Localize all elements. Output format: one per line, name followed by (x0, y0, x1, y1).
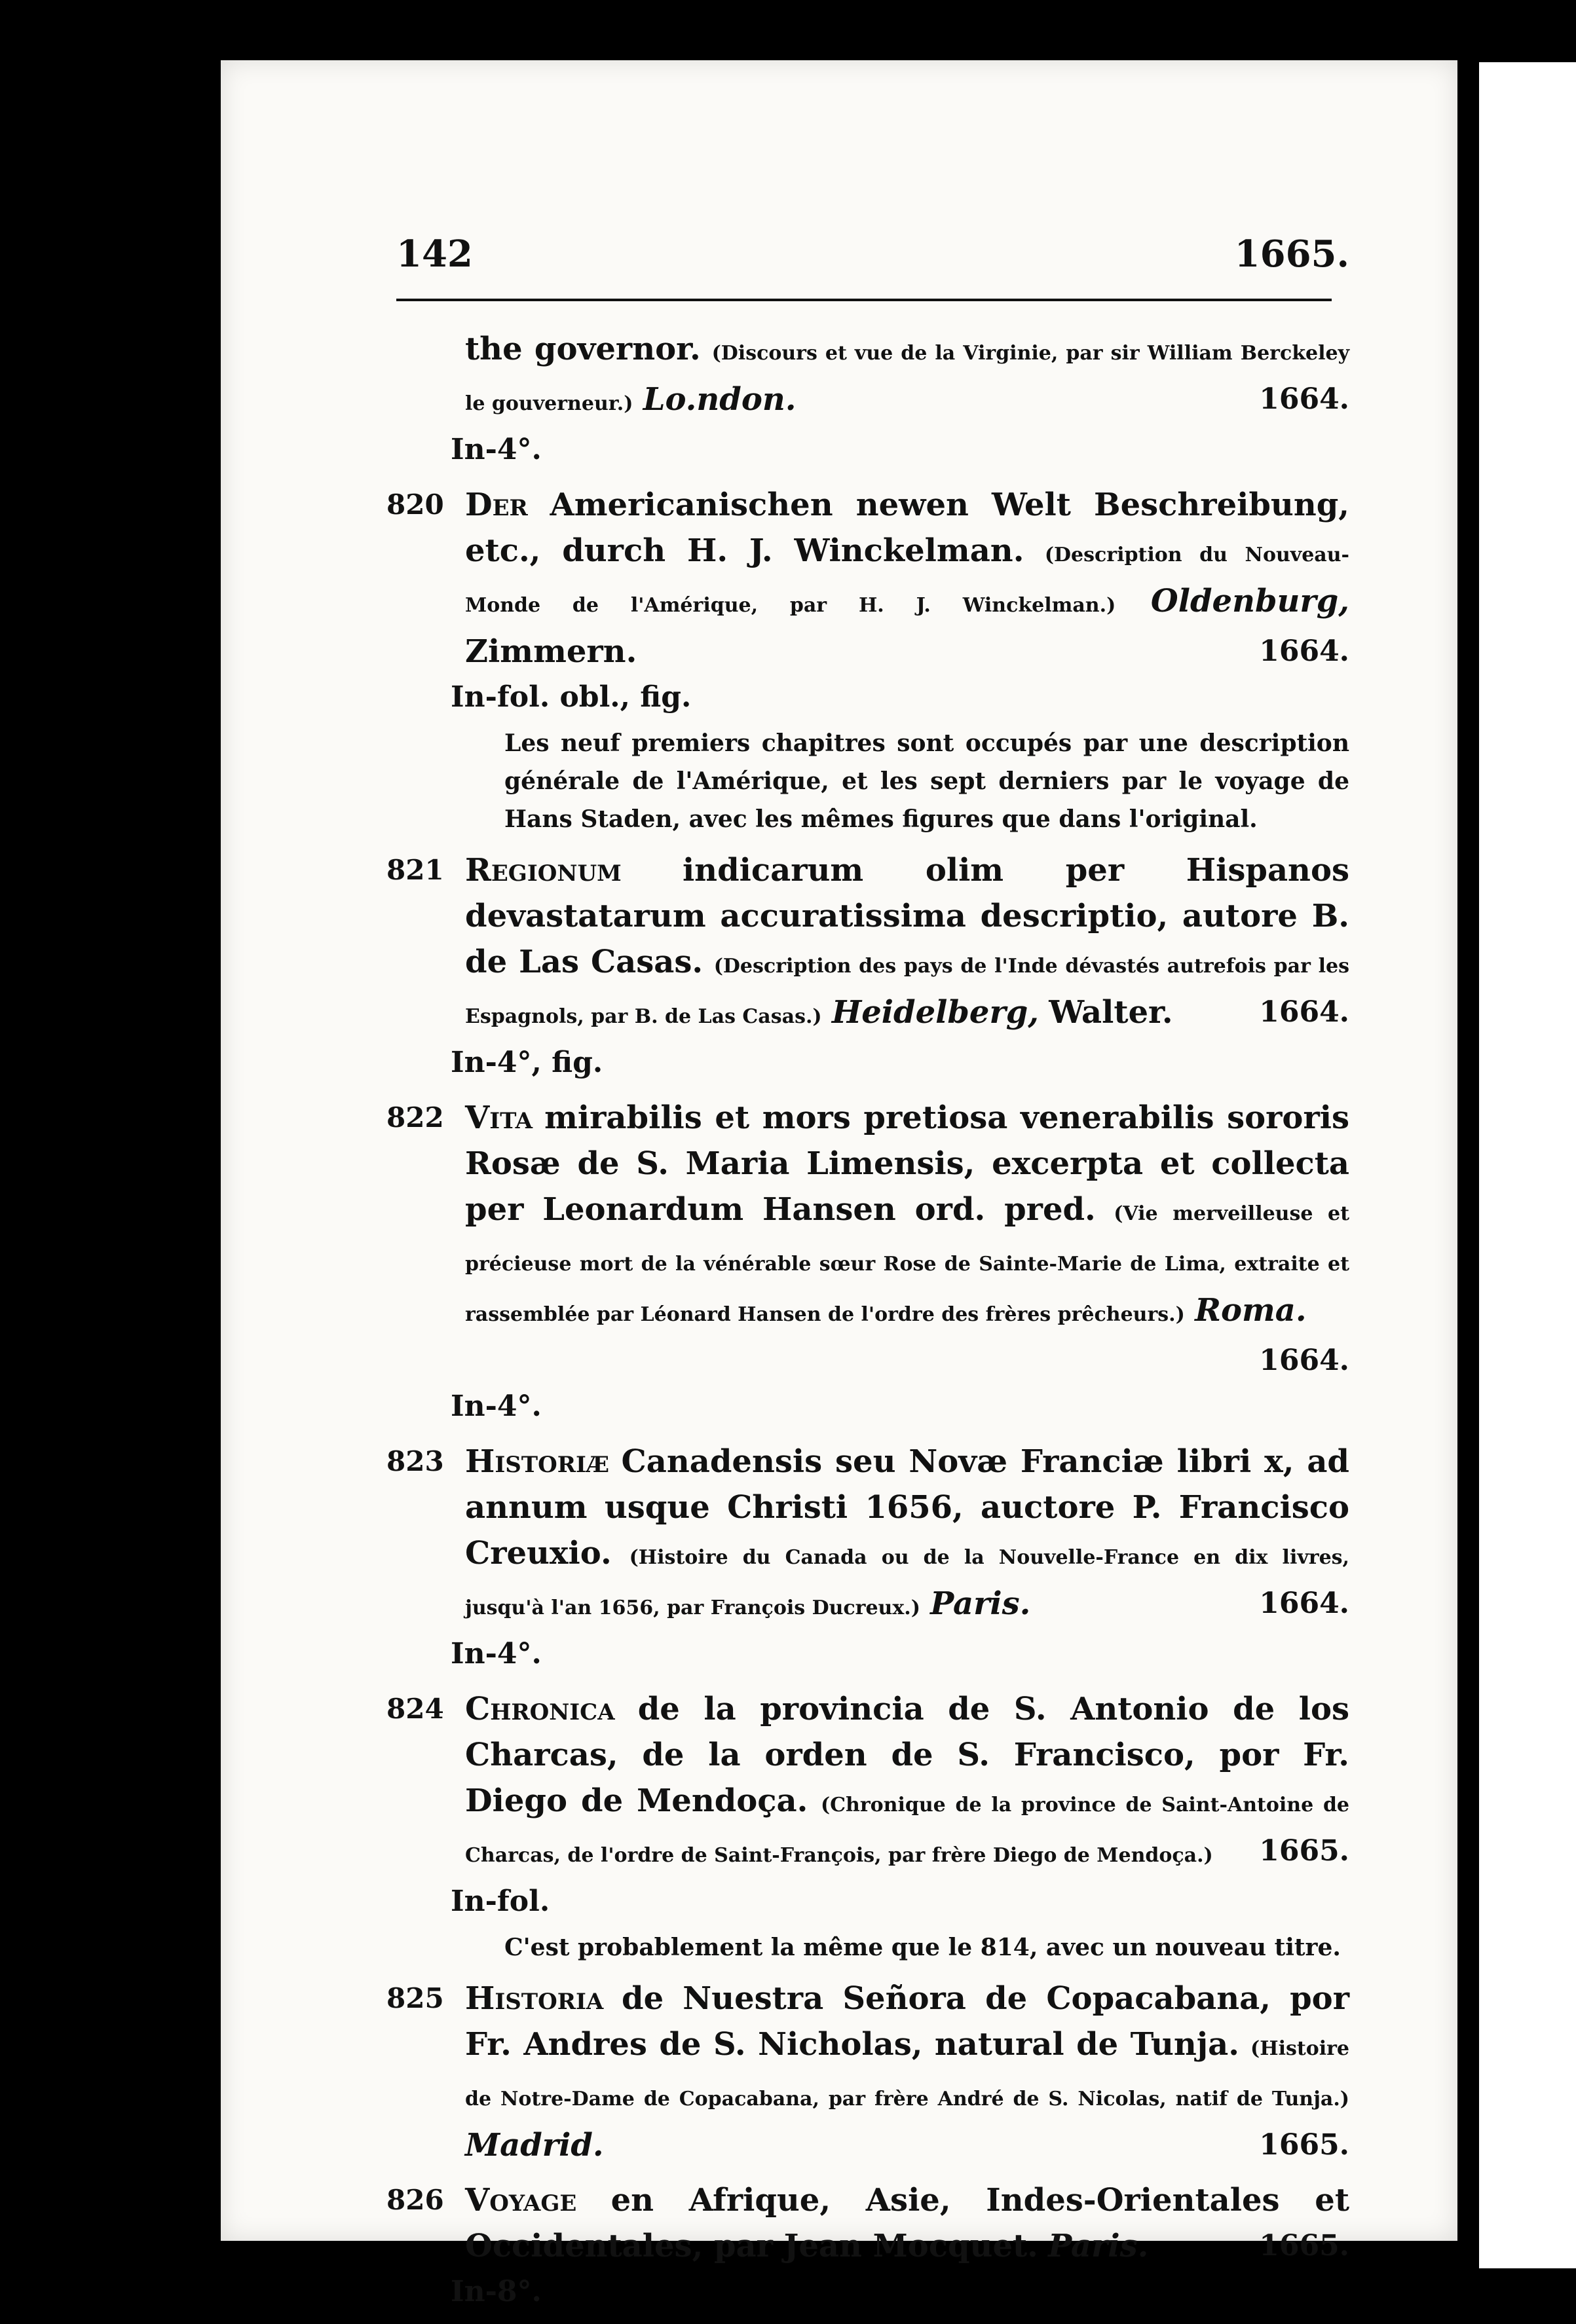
entry-body (451, 1686, 1350, 1966)
entry-format: In-8°. (451, 2275, 542, 2308)
entry-note: C'est probablement la même que le 814, avec un nouveau titre. (504, 1934, 1341, 1961)
entry-place: Madrid. (465, 2127, 604, 2164)
facing-page-edge (1479, 62, 1576, 2268)
entry-translation: (Histoire de Notre-Dame de Copacabana, par frère André de S. Nicolas, natif de Tunja.) (465, 2037, 1350, 2111)
entry-note: Les neuf premiers chapitres sont occupés par une description générale de l'Amérique, et les sept derniers par le voyage de Hans Staden, avec les mêmes figures que dans l'original. (504, 729, 1349, 833)
entry-number: 820 (386, 489, 444, 521)
entry-title: the governor. (465, 331, 701, 367)
header-rule (396, 299, 1332, 301)
entry-title: Canadensis seu Novæ Franciæ libri x, ad annum usque Christi 1656, auctore P. Francisco Creuxio. (465, 1443, 1349, 1572)
entry-number: 823 (386, 1445, 444, 1477)
entry-body (451, 2177, 1349, 2315)
entry-year: 1664. (1259, 382, 1349, 416)
entry-place: Roma. (1195, 1292, 1307, 1329)
entry-lead-word: Regionum (465, 852, 622, 889)
entry-year: 1664. (1259, 995, 1349, 1029)
entry-825 (386, 1976, 1349, 2168)
entry-continuation (386, 326, 1349, 473)
entry-820 (386, 482, 1349, 838)
entry-number: 825 (386, 1982, 444, 2014)
entry-format: In-fol. (451, 1885, 550, 1918)
page-number: 142 (396, 232, 473, 276)
entry-year: 1665. (1259, 2128, 1349, 2162)
entry-format: In-4°. (451, 1390, 542, 1423)
entry-translation: (Description du Nouveau-Monde de l'Amérique, par H. J. Winckelman.) (465, 544, 1349, 617)
entry-body (451, 1095, 1349, 1429)
entry-number: 826 (386, 2184, 444, 2216)
entry-821 (386, 847, 1349, 1086)
entry-body (465, 1976, 1349, 2168)
entry-lead-word: Voyage (465, 2182, 577, 2219)
entry-body (451, 482, 1349, 838)
entry-translation: (Description des pays de l'Inde dévastés autrefois par les Espagnols, par B. de Las Casas.) (465, 955, 1350, 1028)
entry-823 (386, 1439, 1349, 1677)
entry-printer: Walter. (1049, 994, 1173, 1031)
bibliography-text (386, 326, 1349, 2324)
page-gutter-shadow (1457, 62, 1479, 2268)
entry-lead-word: Vita (465, 1099, 533, 1136)
entry-number: 824 (386, 1693, 444, 1725)
entry-number: 821 (386, 854, 444, 886)
entry-lead-word: Der (465, 487, 528, 523)
entry-translation: (Histoire du Canada ou de la Nouvelle-France en dix livres, jusqu'à l'an 1656, par François Ducreux.) (465, 1546, 1349, 1619)
entry-translation: (Chronique de la province de Saint-Antoine de Charcas, de l'ordre de Saint-François, par frère Diego de Mendoça.) (465, 1794, 1350, 1867)
entry-title: mirabilis et mors pretiosa venerabilis sororis Rosæ de S. Maria Limensis, excerpta et collecta per Leonardum Hansen ord. pred. (465, 1099, 1349, 1228)
entry-title: de Nuestra Señora de Copacabana, por Fr. Andres de S. Nicholas, natural de Tunja. (465, 1980, 1349, 2063)
entry-body (451, 847, 1350, 1086)
entry-826 (386, 2177, 1349, 2315)
entry-title: en Afrique, Asie, Indes-Orientales et Occidentales, par Jean Mocquet. (465, 2182, 1349, 2264)
entry-lead-word: Historiæ (465, 1443, 610, 1480)
entry-place: Heidelberg, (831, 994, 1039, 1031)
entry-printer: Zimmern. (465, 633, 637, 670)
entry-year: 1664. (1259, 1587, 1349, 1620)
entry-year: 1664. (1259, 635, 1349, 668)
entry-body (451, 1439, 1349, 1677)
entry-title: de la provincia de S. Antonio de los Charcas, de la orden de S. Francisco, por Fr. Diego de Mendoça. (465, 1691, 1349, 1819)
entry-format: In-4°. (451, 1637, 542, 1670)
entry-translation: (Vie merveilleuse et précieuse mort de la vénérable sœur Rose de Sainte-Marie de Lima, extraite et rassemblée par Léonard Hansen de l'ordre des frères prêcheurs.) (465, 1202, 1349, 1326)
entry-year: 1664. (1259, 1344, 1349, 1377)
entry-title: Americanischen newen Welt Beschreibung, etc., durch H. J. Winckelman. (465, 487, 1349, 569)
entry-place: Lo.ndon. (643, 381, 797, 418)
entry-lead-word: Chronica (465, 1691, 615, 1727)
entry-year: 1665. (1259, 2229, 1349, 2262)
entry-format: In-4°. (451, 433, 542, 466)
entry-year: 1665. (1259, 1834, 1349, 1868)
entry-822 (386, 1095, 1349, 1429)
entry-lead-word: Historia (465, 1980, 604, 2017)
entry-format: In-4°, fig. (451, 1046, 603, 1079)
entry-number: 822 (386, 1101, 444, 1134)
entry-place: Oldenburg, (1150, 583, 1349, 619)
entry-body (451, 326, 1350, 473)
entry-824 (386, 1686, 1349, 1966)
entry-title: indicarum olim per Hispanos devastatarum accuratissima descriptio, autore B. de Las Casas. (465, 852, 1349, 980)
entry-format: In-fol. obl., fig. (451, 680, 692, 714)
entry-translation: (Discours et vue de la Virginie, par sir William Berckeley le gouverneur.) (465, 342, 1350, 415)
running-year: 1665. (1234, 232, 1349, 276)
entry-place: Paris. (1048, 2228, 1149, 2264)
entry-place: Paris. (930, 1585, 1031, 1622)
running-head (396, 232, 1349, 278)
